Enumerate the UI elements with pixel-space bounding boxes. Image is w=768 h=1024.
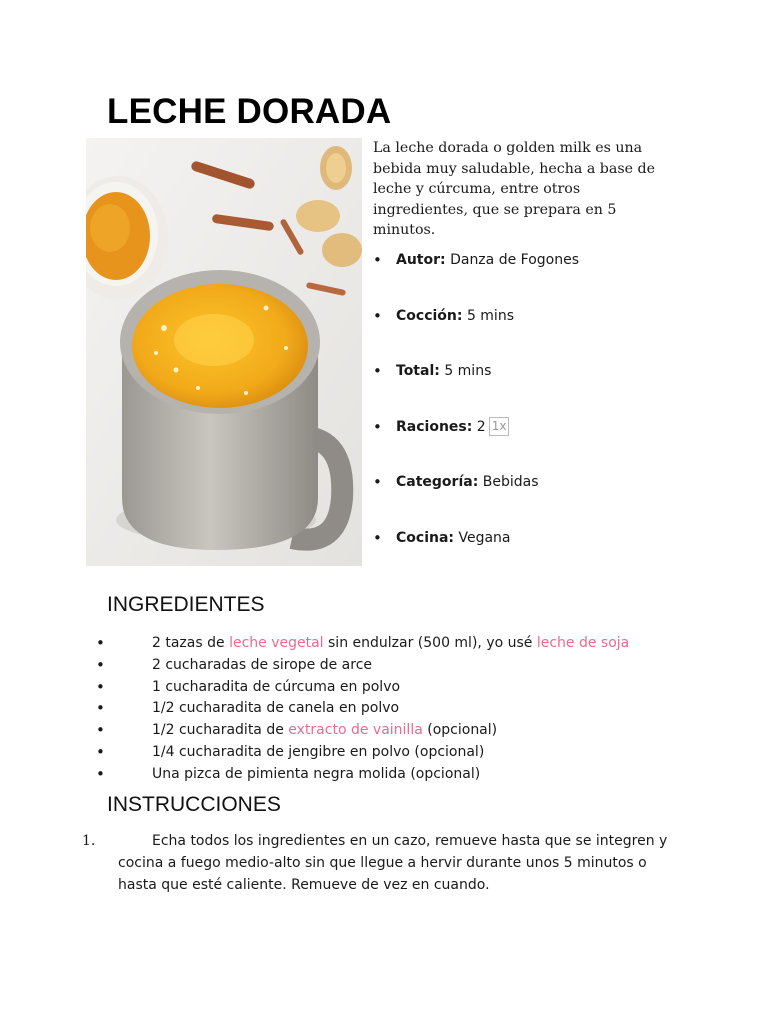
list-item: • Una pizca de pimienta negra molida (opcional) <box>96 764 696 786</box>
category-value: Bebidas <box>482 474 539 490</box>
meta-servings: • Raciones: 2 1x <box>373 417 693 473</box>
list-item: • 1 cucharadita de cúrcuma en polvo <box>96 677 696 699</box>
meta-cook-time: • Cocción: 5 mins <box>373 306 693 362</box>
meta-total-time: • Total: 5 mins <box>373 361 693 417</box>
instructions-list <box>82 831 672 896</box>
link-leche-de-soja[interactable]: leche de soja <box>536 635 630 651</box>
instruction-step <box>82 831 672 896</box>
list-item: • 1/2 cucharadita de extracto de vainilla (opcional) <box>96 720 696 742</box>
servings-scale-button[interactable]: 1x <box>489 417 510 436</box>
list-item: • 1/4 cucharadita de jengibre en polvo (opcional) <box>96 742 696 764</box>
cook-time-value: 5 mins <box>466 307 514 324</box>
list-item: • 2 tazas de leche vegetal sin endulzar (500 ml), yo usé leche de soja <box>96 633 696 655</box>
ingredients-list <box>96 633 696 786</box>
total-time-value: 5 mins <box>444 363 492 379</box>
servings-value: 2 <box>476 418 486 435</box>
meta-author: • Autor: Danza de Fogones <box>373 250 693 306</box>
list-item: • 2 cucharadas de sirope de arce <box>96 655 696 677</box>
recipe-meta-list <box>373 250 693 583</box>
meta-category: • Categoría: Bebidas <box>373 472 693 528</box>
ingredients-heading: INGREDIENTES <box>107 593 265 616</box>
meta-cuisine: • Cocina: Vegana <box>373 528 693 584</box>
recipe-title: LECHE DORADA <box>107 92 392 131</box>
author-value: Danza de Fogones <box>450 252 579 268</box>
golden-milk-photo <box>86 138 362 566</box>
link-extracto-de-vainilla[interactable]: extracto de vainilla <box>288 722 423 739</box>
list-item: • 1/2 cucharadita de canela en polvo <box>96 698 696 720</box>
recipe-intro: La leche dorada o golden milk es una bebida muy saludable, hecha a base de leche y cúrcuma, entre otros ingredientes, que se prepara en 5 minutos. <box>373 140 656 238</box>
link-leche-vegetal[interactable]: leche vegetal <box>229 635 324 651</box>
step-number: 1. <box>82 833 96 849</box>
cuisine-value: Vegana <box>458 529 511 546</box>
step-text: Echa todos los ingredientes en un cazo, remueve hasta que se integren y cocina a fuego medio-alto sin que llegue a hervir durante unos 5 minutos o hasta que esté caliente. Remueve de vez en cuando. <box>118 833 668 893</box>
instructions-heading: INSTRUCCIONES <box>107 793 281 816</box>
